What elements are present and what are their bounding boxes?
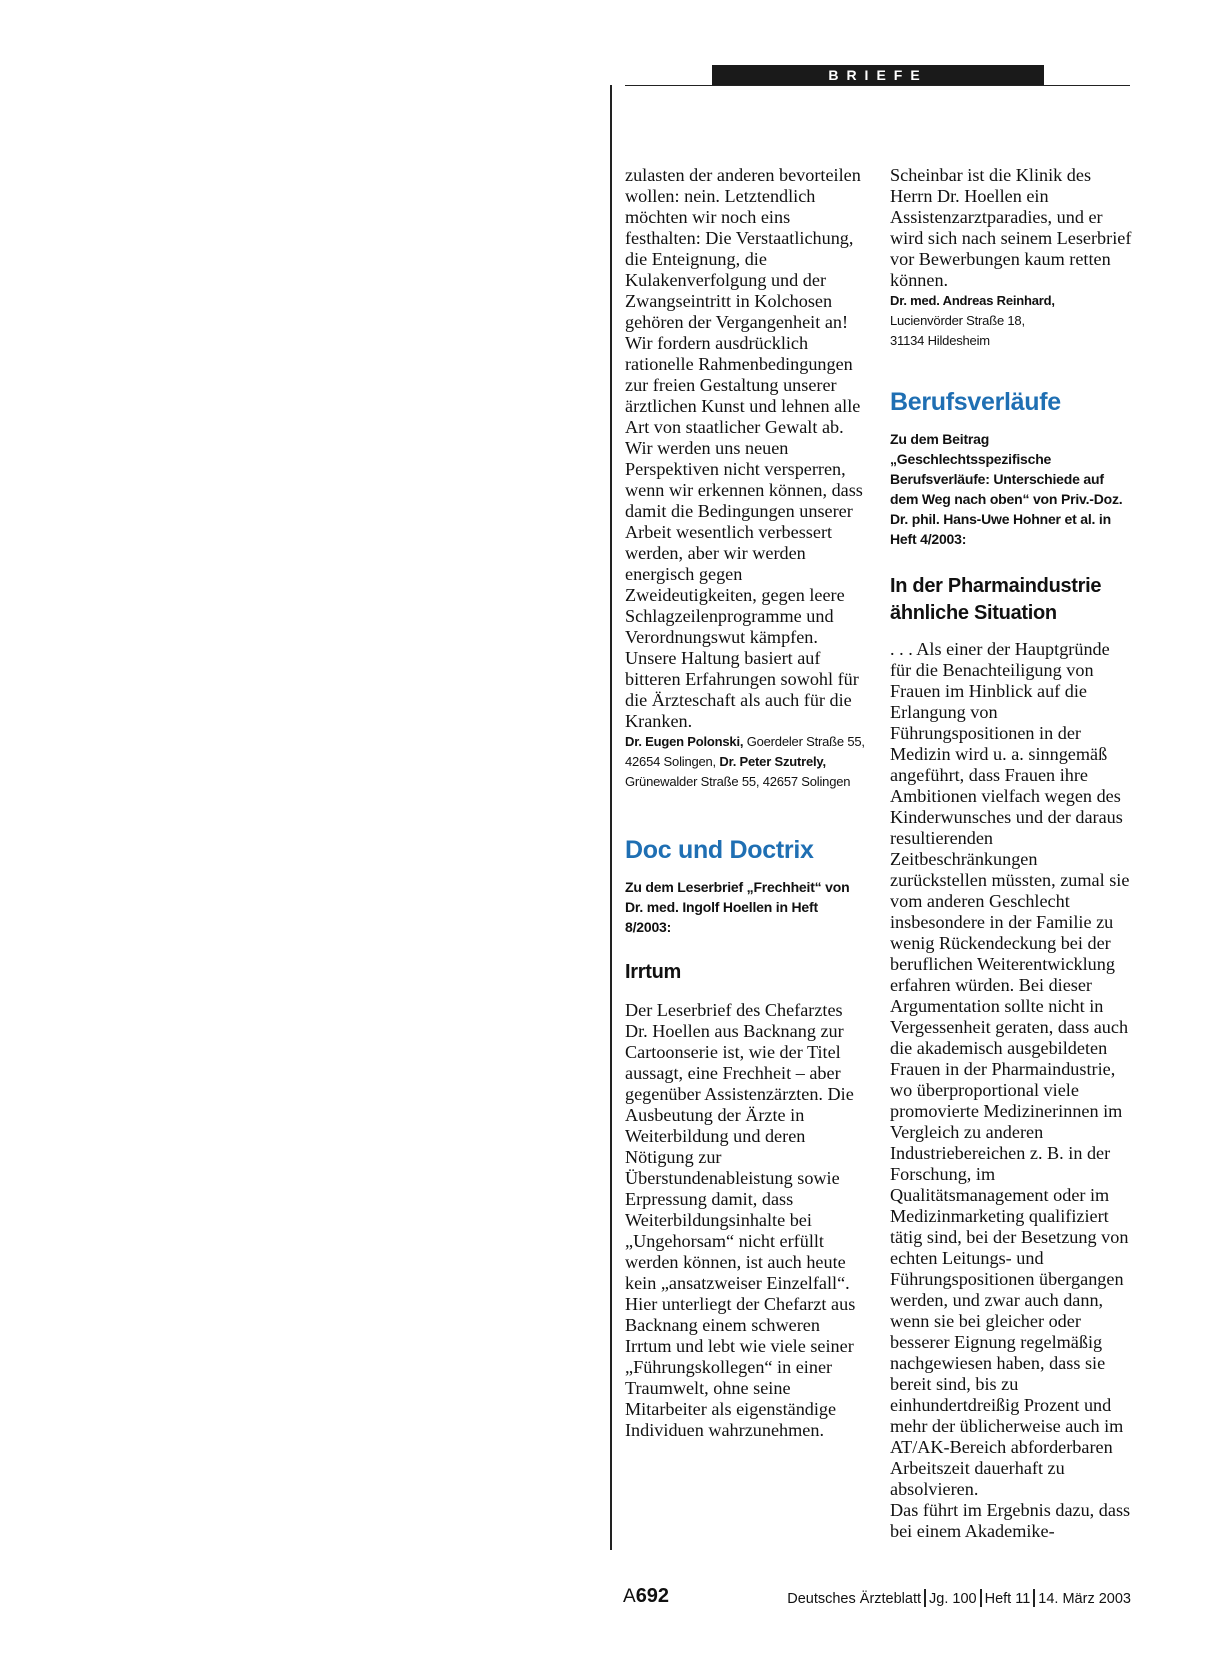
column-right <box>890 165 1135 1542</box>
letter-body: Der Leserbrief des Chefarztes Dr. Hoellen aus Backnang zur Cartoonserie ist, wie der Titel aussagt, eine Frechheit – aber gegenüber Assistenzärzten. Die Ausbeutung der Ärzte in Weiterbildung und deren Nötigung zur Überstundenableistung sowie Erpressung damit, dass Weiterbildungsinhalte bei „Ungehorsam“ nicht erfüllt werden können, ist auch heute kein „ansatzweiser Einzelfall“. Hier unterliegt der Chefarzt aus Backnang einem schweren Irrtum und lebt wie viele seiner „Führungskollegen“ in einer Traumwelt, ohne seine Mitarbeiter als eigenständige Individuen wahrzunehmen. <box>625 1000 856 1440</box>
issue: Heft 11 <box>984 1591 1031 1607</box>
letter-body: . . . Als einer der Hauptgründe für die Benachteiligung von Frauen im Hinblick auf die Erlangung von Führungspositionen in der Medizin wird u. a. sinngemäß angeführt, dass Frauen ihre Ambitionen vielfach wegen des Kinderwunsches und der daraus resultierenden Zeitbeschränkungen zurückstellen müssten, zumal sie vom anderen Geschlecht insbesondere in der Familie zu wenig Rückendeckung bei der beruflichen Weiterentwicklung erfahren würden. Bei dieser Argumentation sollte nicht in Vergessenheit geraten, dass auch die akademisch ausgebildeten Frauen in der Pharmaindustrie, wo überproportional viele promovierte Medizinerinnen im Vergleich zu anderen Industriebereichen z. B. in der Forschung, im Qualitätsmanagement oder im Medizinmarketing qualifiziert tätig sind, bei der Besetzung von echten Leitungs- und Führungspositionen übergangen werden, und zwar auch dann, wenn sie bei gleicher oder besserer Eignung regelmäßig nachgewiesen haben, dass sie bereit sind, bis zu einhundertdreißig Prozent und mehr der üblicherweise auch im AT/AK-Bereich abforderbaren Arbeitszeit dauerhaft zu absolvieren. <box>890 639 1130 1499</box>
signature-address: Lucienvörder Straße 18, <box>890 313 1025 328</box>
separator <box>980 1589 982 1607</box>
section-label: BRIEFE <box>712 65 1044 85</box>
signature-name: Dr. Eugen Polonski, <box>625 734 744 749</box>
page-number-value: 692 <box>635 1585 670 1607</box>
header-rule <box>625 85 1130 86</box>
letter-body-continued: Das führt im Ergebnis dazu, dass bei einem Akademike- <box>890 1500 1131 1541</box>
journal-name: Deutsches Ärzteblatt <box>787 1591 922 1607</box>
section-intro: Zu dem Beitrag „Geschlechtsspezifische Berufsverläufe: Unterschiede auf dem Weg nach oben“ von Priv.-Doz. Dr. phil. Hans-Uwe Hohner et al. in Heft 4/2003: <box>890 431 1123 547</box>
section-intro: Zu dem Leserbrief „Frechheit“ von Dr. med. Ingolf Hoellen in Heft 8/2003: <box>625 879 850 935</box>
letter-signature <box>625 732 865 792</box>
signature-address: Grünewalder Straße 55, 42657 Solingen <box>625 774 851 789</box>
column-left <box>625 165 865 1441</box>
letter-continuation: zulasten der anderen bevorteilen wollen: nein. Letztendlich möchten wir noch eins festhalten: Die Verstaatlichung, die Enteignung, die Kulakenverfolgung und der Zwangseintritt in Kolchosen gehören der Vergangenheit an! Wir fordern ausdrücklich rationelle Rahmenbedingungen zur freien Gestaltung unserer ärztlichen Kunst und lehnen alle Art von staatlicher Gewalt ab. Wir werden uns neuen Perspektiven nicht versperren, wenn wir erkennen können, dass damit die Bedingungen unserer Arbeit wesentlich verbessert werden, aber wir werden energisch gegen Zweideutigkeiten, gegen leere Schlagzeilenprogramme und Verordnungswut kämpfen. Unsere Haltung basiert auf bitteren Erfahrungen sowohl für die Ärzteschaft als auch für die Kranken. <box>625 165 863 731</box>
footer-meta <box>787 1589 1131 1607</box>
separator <box>1033 1589 1035 1607</box>
date: 14. März 2003 <box>1038 1591 1131 1607</box>
letter-headline: In der Pharmaindustrie ähnliche Situation <box>890 575 1102 624</box>
letter-continuation: Scheinbar ist die Klinik des Herrn Dr. Hoellen ein Assistenzarztparadies, und er wird sich nach seinem Leserbrief vor Bewerbungen kaum retten können. <box>890 165 1132 290</box>
separator <box>924 1589 926 1607</box>
page-prefix: A <box>623 1586 636 1607</box>
letter-headline: Irrtum <box>625 961 681 983</box>
signature-address: 31134 Hildesheim <box>890 333 990 348</box>
section-title: Doc und Doctrix <box>625 836 814 864</box>
signature-name: Dr. med. Andreas Reinhard, <box>890 293 1055 308</box>
page-number <box>623 1585 669 1608</box>
signature-name: Dr. Peter Szutrely, <box>719 754 826 769</box>
letter-signature <box>890 291 1135 351</box>
column-rule <box>610 85 612 1550</box>
section-title: Berufsverläufe <box>890 388 1061 416</box>
signature-address: Goerdeler Straße 55, 42654 Solingen, <box>625 734 865 769</box>
volume: Jg. 100 <box>929 1591 977 1607</box>
